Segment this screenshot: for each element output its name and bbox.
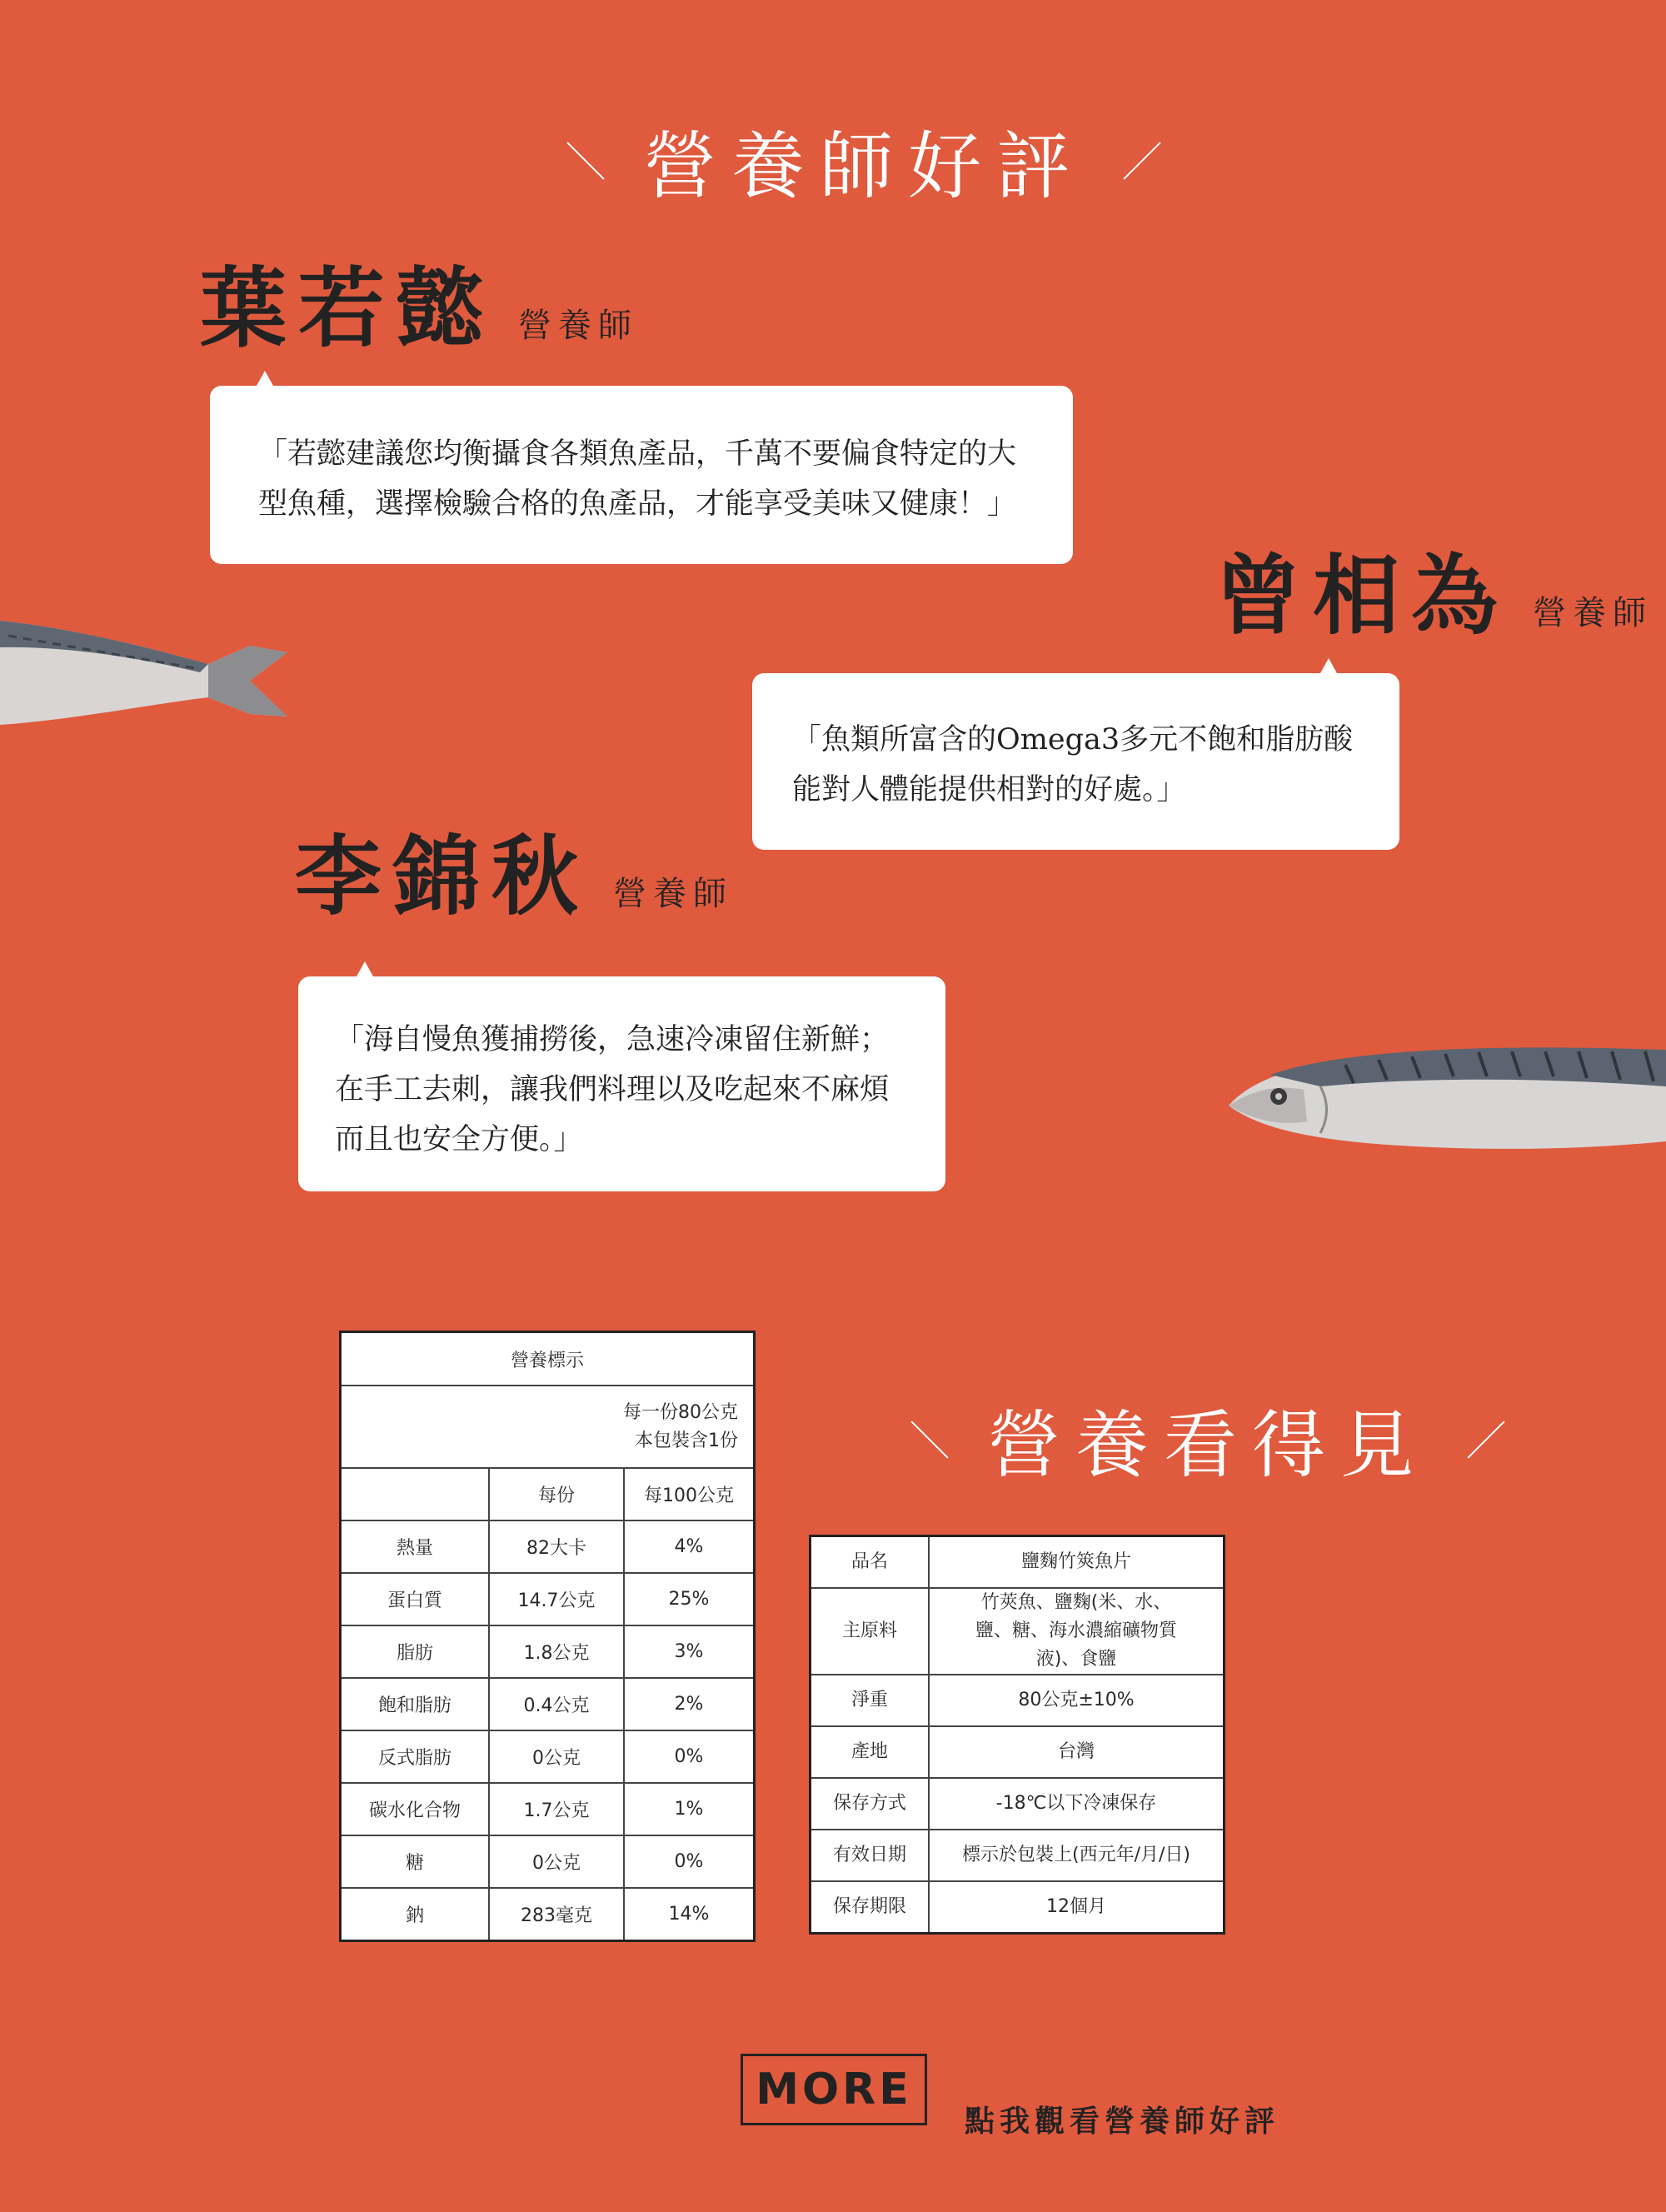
product-value: -18℃以下冷凍保存 <box>929 1778 1225 1830</box>
nutrient-label: 飽和脂肪 <box>341 1678 490 1730</box>
review-bubble-1 <box>210 386 1073 564</box>
nutrient-label: 反式脂肪 <box>341 1730 490 1783</box>
nutrition-col-per-100g: 每100公克 <box>624 1468 755 1520</box>
table-row <box>811 1881 1225 1934</box>
nutrient-per-serving: 14.7公克 <box>489 1573 624 1625</box>
product-info-table <box>809 1535 1225 1935</box>
review-1-quote: 「若懿建議您均衡攝食各類魚產品，千萬不要偏食特定的大型魚種，選擇檢驗合格的魚產品，才能享受美味又健康！」 <box>258 437 1017 521</box>
product-value: 鹽麴竹筴魚片 <box>929 1536 1225 1589</box>
reviewer-2-name: 曾相為 <box>1215 544 1510 647</box>
product-value: 12個月 <box>929 1881 1225 1934</box>
nutrition-title: 營養標示 <box>341 1332 755 1386</box>
nutrient-per-100g: 4% <box>624 1520 755 1573</box>
table-row <box>811 1726 1225 1778</box>
table-row <box>341 1573 755 1625</box>
product-key: 淨重 <box>811 1675 930 1726</box>
fish-tail-image <box>0 612 292 729</box>
product-key: 品名 <box>811 1536 930 1589</box>
table-row <box>341 1835 755 1888</box>
reviewer-1-name: 葉若懿 <box>200 257 496 359</box>
table-row <box>341 1520 755 1573</box>
table-row <box>811 1778 1225 1830</box>
nutrition-col-per-serving: 每份 <box>489 1468 624 1520</box>
nutrient-per-100g: 14% <box>624 1888 755 1941</box>
reviewer-2-role: 營養師 <box>1533 594 1654 632</box>
more-button[interactable]: MORE <box>741 2054 927 2125</box>
reviewer-name-3 <box>295 825 734 927</box>
review-2-quote: 「魚類所富含的Omega3多元不飽和脂肪酸能對人體能提供相對的好處。」 <box>792 723 1354 806</box>
heading-right-slash <box>1123 142 1160 179</box>
nutrient-per-100g: 0% <box>624 1730 755 1783</box>
nutrition-serving <box>341 1386 755 1468</box>
nutrient-per-serving: 82大卡 <box>489 1520 624 1573</box>
nutrient-per-serving: 1.8公克 <box>489 1625 624 1678</box>
review-bubble-3 <box>298 976 945 1191</box>
review-3-quote: 「海自慢魚獲捕撈後，急速冷凍留住新鮮；在手工去刺，讓我們料理以及吃起來不麻煩而且也安全方便。」 <box>335 1023 890 1156</box>
table-row <box>811 1830 1225 1881</box>
table-row <box>811 1675 1225 1726</box>
heading-left-slash <box>910 1421 948 1458</box>
heading-right-slash <box>1467 1421 1504 1458</box>
reviews-heading <box>560 108 1168 213</box>
more-link-text[interactable]: 點我觀看營養師好評 <box>965 2105 1280 2139</box>
reviewer-name-2 <box>1215 544 1654 647</box>
nutrient-label: 碳水化合物 <box>341 1783 490 1835</box>
nutrient-per-100g: 1% <box>624 1783 755 1835</box>
product-value: 竹莢魚、鹽麴(米、水、鹽、糖、海水濃縮礦物質液)、食鹽 <box>929 1588 1225 1675</box>
servings-per-package: 本包裝含1份 <box>635 1430 738 1451</box>
reviews-heading-title: 營養師好評 <box>643 123 1085 209</box>
nutrient-per-serving: 1.7公克 <box>489 1783 624 1835</box>
table-row <box>341 1888 755 1941</box>
product-key: 產地 <box>811 1726 930 1778</box>
mackerel-fish-image <box>1220 1035 1666 1160</box>
table-row <box>811 1588 1225 1675</box>
nutrient-label: 糖 <box>341 1835 490 1888</box>
product-value: 80公克±10% <box>929 1675 1225 1726</box>
nutrient-per-serving: 0公克 <box>489 1730 624 1783</box>
product-key: 有效日期 <box>811 1830 930 1881</box>
nutrient-per-serving: 0.4公克 <box>489 1678 624 1730</box>
nutrient-label: 蛋白質 <box>341 1573 490 1625</box>
nutrient-per-100g: 2% <box>624 1678 755 1730</box>
nutrition-visible-heading <box>904 1387 1512 1492</box>
nutrient-label: 熱量 <box>341 1520 490 1573</box>
product-key: 保存期限 <box>811 1881 930 1934</box>
table-row <box>341 1678 755 1730</box>
product-value: 台灣 <box>929 1726 1225 1778</box>
reviewer-name-1 <box>200 257 639 359</box>
reviewer-1-role: 營養師 <box>518 307 639 345</box>
product-key: 主原料 <box>811 1588 930 1675</box>
nutrition-table <box>339 1331 756 1942</box>
table-row <box>341 1625 755 1678</box>
nutrition-header-empty <box>341 1468 490 1520</box>
nutrient-per-serving: 0公克 <box>489 1835 624 1888</box>
reviewer-3-role: 營養師 <box>613 875 734 913</box>
review-bubble-2 <box>752 673 1399 850</box>
nutrient-label: 脂肪 <box>341 1625 490 1678</box>
serving-size: 每一份80公克 <box>623 1401 738 1423</box>
nutrient-per-serving: 283毫克 <box>489 1888 624 1941</box>
product-key: 保存方式 <box>811 1778 930 1830</box>
nutrient-per-100g: 25% <box>624 1573 755 1625</box>
product-value: 標示於包裝上(西元年/月/日) <box>929 1830 1225 1881</box>
table-row <box>811 1536 1225 1589</box>
heading-left-slash <box>566 142 604 179</box>
nutrition-visible-title: 營養看得見 <box>987 1402 1429 1488</box>
nutrient-per-100g: 3% <box>624 1625 755 1678</box>
nutrient-per-100g: 0% <box>624 1835 755 1888</box>
table-row <box>341 1730 755 1783</box>
reviewer-3-name: 李錦秋 <box>295 825 591 927</box>
table-row <box>341 1783 755 1835</box>
nutrient-label: 鈉 <box>341 1888 490 1941</box>
